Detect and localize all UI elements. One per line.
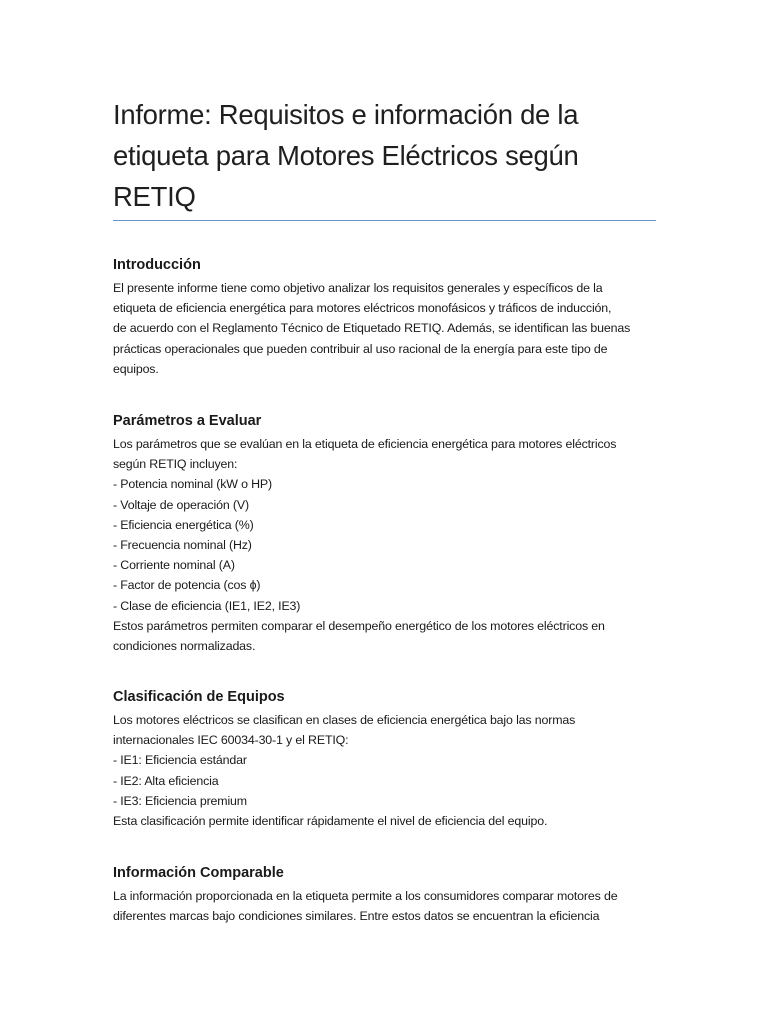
body-line: de acuerdo con el Reglamento Técnico de Etiquetado RETIQ. Además, se identifican las buenas bbox=[113, 321, 631, 336]
list-item: - IE3: Eficiencia premium bbox=[113, 793, 247, 808]
section-body bbox=[113, 710, 658, 831]
section-introduccion bbox=[113, 255, 658, 379]
section-heading: Introducción bbox=[113, 257, 201, 273]
list-item: - Clase de eficiencia (IE1, IE2, IE3) bbox=[113, 598, 301, 613]
list-item: - Corriente nominal (A) bbox=[113, 558, 235, 573]
body-line: Esta clasificación permite identificar rápidamente el nivel de eficiencia del equipo. bbox=[113, 814, 548, 829]
body-line: Los motores eléctricos se clasifican en clases de eficiencia energética bajo las normas bbox=[113, 713, 576, 727]
body-line: prácticas operacionales que pueden contribuir al uso racional de la energía para este tipo de bbox=[113, 341, 608, 356]
list-item: - Eficiencia energética (%) bbox=[113, 517, 254, 532]
body-line: equipos. bbox=[113, 361, 159, 376]
body-line: diferentes marcas bajo condiciones similares. Entre estos datos se encuentran la eficiencia bbox=[113, 909, 600, 924]
title-divider bbox=[113, 220, 656, 221]
body-line: El presente informe tiene como objetivo analizar los requisitos generales y específicos de la bbox=[113, 281, 603, 295]
body-line: Los parámetros que se evalúan en la etiqueta de eficiencia energética para motores eléctricos bbox=[113, 437, 617, 451]
section-heading: Clasificación de Equipos bbox=[113, 689, 285, 705]
section-body bbox=[113, 886, 658, 926]
section-informacion-comparable bbox=[113, 863, 658, 926]
list-item: - IE2: Alta eficiencia bbox=[113, 773, 219, 788]
list-item: - Voltaje de operación (V) bbox=[113, 497, 249, 512]
list-item: - Frecuencia nominal (Hz) bbox=[113, 538, 252, 553]
body-line: condiciones normalizadas. bbox=[113, 639, 256, 654]
section-clasificacion bbox=[113, 687, 658, 831]
body-line: según RETIQ incluyen: bbox=[113, 457, 238, 472]
list-item: - Factor de potencia (cos ϕ) bbox=[113, 578, 261, 593]
section-parametros bbox=[113, 411, 658, 656]
document-title: Informe: Requisitos e información de la etiqueta para Motores Eléctricos según RETIQ bbox=[113, 99, 579, 212]
section-body bbox=[113, 434, 658, 656]
section-heading: Parámetros a Evaluar bbox=[113, 413, 262, 429]
list-item: - IE1: Eficiencia estándar bbox=[113, 753, 247, 768]
section-body bbox=[113, 278, 658, 379]
body-line: etiqueta de eficiencia energética para motores eléctricos monofásicos y tráficos de inducción, bbox=[113, 301, 612, 316]
body-line: Estos parámetros permiten comparar el desempeño energético de los motores eléctricos en bbox=[113, 618, 605, 633]
list-item: - Potencia nominal (kW o HP) bbox=[113, 477, 272, 492]
body-line: internacionales IEC 60034-30-1 y el RETIQ: bbox=[113, 733, 349, 748]
body-line: La información proporcionada en la etiqueta permite a los consumidores comparar motores de bbox=[113, 889, 618, 903]
section-heading: Información Comparable bbox=[113, 865, 284, 881]
